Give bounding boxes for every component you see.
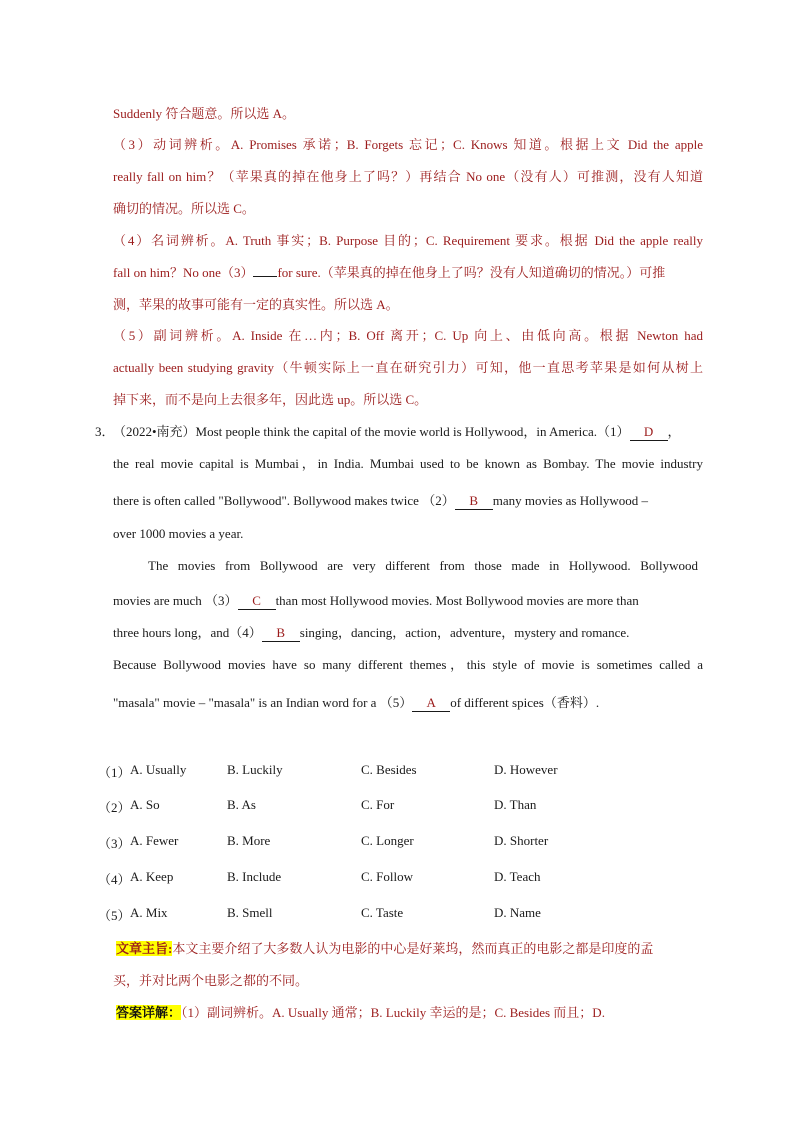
passage-line	[113, 622, 703, 642]
passage-line: Because Bollywood movies have so many different themes，this style of movie is sometimes called a	[113, 657, 703, 672]
option-d: D. Than	[494, 797, 537, 812]
passage-text: singing，dancing，action，adventure，mystery and romance.	[299, 625, 630, 640]
passage-text: three hours long，and（4）	[113, 625, 262, 640]
option-row	[98, 833, 698, 851]
answer-blank-5: A	[412, 695, 450, 712]
option-c: C. Besides	[361, 762, 417, 777]
option-number: （1）	[98, 765, 131, 780]
explanation-text: fall on him？No one（3）	[113, 265, 254, 280]
summary-line: 买，并对比两个电影之都的不同。	[113, 973, 309, 988]
option-row	[98, 869, 698, 887]
option-b: B. Luckily	[227, 762, 283, 777]
option-b: B. As	[227, 797, 256, 812]
passage-line: over 1000 movies a year.	[113, 526, 244, 541]
passage-text: movies are much （3）	[113, 593, 238, 608]
option-number: （5）	[98, 908, 131, 923]
option-d: D. Shorter	[494, 833, 549, 848]
explanation-line: actually been studying gravity（牛顿实际上一直在研究引力）可知，他一直思考苹果是如何从树上	[113, 360, 703, 375]
summary-line	[116, 938, 700, 957]
answer-blank-4: B	[262, 625, 300, 642]
summary-text: 本文主要介绍了大多数人认为电影的中心是好莱坞，然而真正的电影之都是印度的孟	[172, 941, 654, 956]
explanation-line: 确切的情况。所以选 C。	[113, 201, 255, 216]
explanation-line: （3）动词辨析。A. Promises 承诺；B. Forgets 忘记；C. Knows 知道。根据上文 Did the apple	[113, 137, 703, 152]
summary-tag: 文章主旨:	[116, 941, 173, 956]
option-c: C. Taste	[361, 905, 404, 920]
explanation-line: 测，苹果的故事可能有一定的真实性。所以选 A。	[113, 297, 399, 312]
option-b: B. Include	[227, 869, 282, 884]
explanation-line: （4）名词辨析。A. Truth 事实；B. Purpose 目的；C. Requirement 要求。根据 Did the apple really	[113, 233, 703, 248]
passage-text: than most Hollywood movies. Most Bollywood movies are more than	[275, 593, 639, 608]
explanation-text: for sure.（苹果真的掉在他身上了吗？没有人知道确切的情况。）可推	[277, 265, 666, 280]
option-c: C. For	[361, 797, 395, 812]
explanation-line	[113, 262, 703, 281]
passage-line	[113, 692, 703, 712]
question-number: 3．	[95, 424, 115, 439]
explanation-line: （5）副词辨析。A. Inside 在…内；B. Off 离开；C. Up 向上、由低向高。根据 Newton had	[113, 328, 703, 343]
option-row	[98, 797, 698, 815]
explanation-line: 掉下来，而不是向上去很多年，因此选 up。所以选 C。	[113, 392, 428, 407]
passage-line	[113, 590, 703, 610]
option-d: D. Teach	[494, 869, 541, 884]
option-c: C. Follow	[361, 869, 414, 884]
passage-text: ，	[667, 424, 681, 439]
option-c: C. Longer	[361, 833, 414, 848]
option-b: B. Smell	[227, 905, 273, 920]
answer-blank-3: C	[238, 593, 276, 610]
answer-tag: 答案详解：	[116, 1005, 182, 1020]
passage-line: the real movie capital is Mumbai，in India. Mumbai used to be known as Bombay. The movie industry	[113, 456, 703, 471]
option-number: （2）	[98, 800, 131, 815]
option-number: （3）	[98, 836, 131, 851]
explanation-line: Suddenly 符合题意。所以选 A。	[113, 106, 296, 121]
answer-blank-2: B	[455, 493, 493, 510]
option-row	[98, 762, 698, 780]
option-b: B. More	[227, 833, 271, 848]
passage-line	[113, 421, 703, 441]
option-a: A. Mix	[130, 905, 168, 920]
option-d: D. Name	[494, 905, 541, 920]
option-a: A. So	[130, 797, 160, 812]
passage-text: there is often called "Bollywood". Bollywood makes twice （2）	[113, 493, 455, 508]
answer-blank-1: D	[630, 424, 668, 441]
answer-text: （1）副词辨析。A. Usually 通常；B. Luckily 幸运的是；C. Besides 而且；D.	[181, 1005, 605, 1020]
option-row	[98, 905, 698, 923]
passage-line	[113, 490, 703, 510]
passage-text: （2022•南充）Most people think the capital of the movie world is Hollywood，in America.（1）	[113, 424, 630, 439]
option-a: A. Keep	[130, 869, 174, 884]
option-a: A. Usually	[130, 762, 187, 777]
passage-text: of different spices（香料）.	[450, 695, 600, 710]
passage-text: many movies as Hollywood –	[492, 493, 648, 508]
option-number: （4）	[98, 872, 131, 887]
option-a: A. Fewer	[130, 833, 179, 848]
explanation-line: really fall on him？（苹果真的掉在他身上了吗？）再结合 No one（没有人）可推测，没有人知道	[113, 169, 703, 184]
answer-line	[116, 1002, 700, 1021]
answer-blank	[253, 276, 277, 277]
passage-line: The movies from Bollywood are very different from those made in Hollywood. Bollywood	[148, 558, 698, 573]
passage-text: "masala" movie – "masala" is an Indian word for a （5）	[113, 695, 413, 710]
option-d: D. However	[494, 762, 558, 777]
